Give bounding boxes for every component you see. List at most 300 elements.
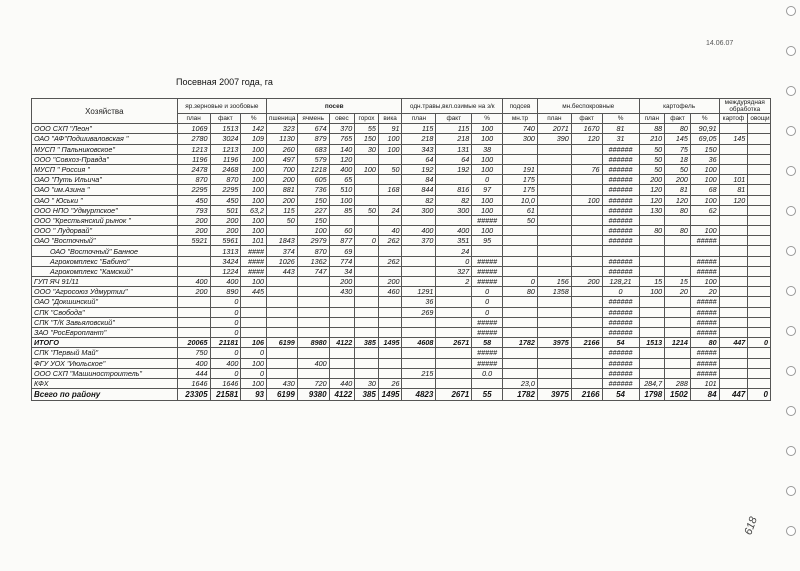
value-cell: 1218: [297, 164, 329, 174]
table-row: [32, 175, 771, 185]
value-cell: 200: [177, 287, 210, 297]
value-cell: 24: [378, 205, 402, 215]
value-cell: [665, 266, 691, 276]
header-rapeseed: подсев: [503, 99, 538, 114]
value-cell: [402, 358, 436, 368]
value-cell: 300: [436, 205, 472, 215]
value-cell: 385: [355, 389, 379, 401]
value-cell: 200: [266, 175, 297, 185]
value-cell: 156: [537, 277, 571, 287]
value-cell: #####: [690, 368, 719, 378]
value-cell: 1213: [210, 144, 241, 154]
value-cell: 31: [602, 134, 639, 144]
value-cell: [571, 378, 602, 388]
value-cell: 101: [719, 175, 748, 185]
value-cell: [719, 256, 748, 266]
value-cell: [537, 256, 571, 266]
value-cell: 100: [329, 195, 355, 205]
value-cell: 400: [297, 358, 329, 368]
value-cell: 3424: [210, 256, 241, 266]
value-cell: 218: [402, 134, 436, 144]
value-cell: 82: [436, 195, 472, 205]
value-cell: 106: [241, 338, 267, 348]
value-cell: 30: [355, 378, 379, 388]
sub-pct: %: [472, 114, 503, 124]
farm-name-cell: ФГУ УОХ "Июльское": [32, 358, 178, 368]
value-cell: 101: [241, 236, 267, 246]
farm-name-cell: ГУП ЯЧ 91/11: [32, 277, 178, 287]
table-row: [32, 164, 771, 174]
value-cell: 100: [241, 144, 267, 154]
value-cell: [329, 215, 355, 225]
value-cell: #####: [690, 348, 719, 358]
value-cell: 793: [177, 205, 210, 215]
value-cell: #####: [690, 307, 719, 317]
table-row: [32, 307, 771, 317]
value-cell: [571, 205, 602, 215]
value-cell: [748, 144, 771, 154]
value-cell: [665, 256, 691, 266]
value-cell: 2166: [571, 389, 602, 401]
value-cell: 2780: [177, 134, 210, 144]
value-cell: [639, 368, 665, 378]
value-cell: 0: [241, 348, 267, 358]
table-row: [32, 256, 771, 266]
value-cell: [639, 246, 665, 256]
value-cell: ######: [602, 266, 639, 276]
report-body: [32, 124, 771, 401]
value-cell: 80: [665, 205, 691, 215]
value-cell: 1513: [639, 338, 665, 348]
value-cell: 9380: [297, 389, 329, 401]
value-cell: 1196: [177, 154, 210, 164]
value-cell: [329, 307, 355, 317]
value-cell: 24: [436, 246, 472, 256]
table-row: [32, 266, 771, 276]
value-cell: #####: [472, 256, 503, 266]
table-row: [32, 297, 771, 307]
document-title: Посевная 2007 года, га: [176, 77, 273, 87]
value-cell: ######: [602, 144, 639, 154]
value-cell: [537, 348, 571, 358]
value-cell: 2295: [210, 185, 241, 195]
value-cell: [537, 297, 571, 307]
value-cell: 50: [665, 164, 691, 174]
value-cell: [639, 348, 665, 358]
value-cell: 63,2: [241, 205, 267, 215]
value-cell: 343: [402, 144, 436, 154]
binder-hole: [786, 326, 796, 336]
value-cell: 34: [329, 266, 355, 276]
value-cell: 175: [503, 175, 538, 185]
value-cell: 115: [436, 124, 472, 134]
value-cell: [436, 378, 472, 388]
value-cell: [402, 317, 436, 327]
farm-name-cell: СПК "Т/К Завьяловский": [32, 317, 178, 327]
farm-name-cell: ОАО " Юськи ": [32, 195, 178, 205]
value-cell: [665, 368, 691, 378]
value-cell: 1798: [639, 389, 665, 401]
value-cell: [639, 307, 665, 317]
value-cell: 100: [472, 195, 503, 205]
value-cell: 50: [639, 144, 665, 154]
value-cell: 100: [571, 195, 602, 205]
value-cell: 192: [436, 164, 472, 174]
value-cell: 120: [665, 195, 691, 205]
value-cell: [436, 307, 472, 317]
value-cell: 168: [378, 185, 402, 195]
value-cell: 0: [210, 297, 241, 307]
value-cell: 50: [639, 154, 665, 164]
value-cell: [571, 317, 602, 327]
sub-potato: картоф: [719, 114, 748, 124]
value-cell: 683: [297, 144, 329, 154]
value-cell: [665, 327, 691, 337]
value-cell: [639, 358, 665, 368]
value-cell: 200: [329, 277, 355, 287]
farm-name-cell: МУСП " Россия ": [32, 164, 178, 174]
value-cell: [719, 154, 748, 164]
value-cell: 210: [639, 134, 665, 144]
value-cell: [748, 378, 771, 388]
value-cell: ######: [602, 348, 639, 358]
value-cell: [503, 154, 538, 164]
value-cell: 200: [378, 277, 402, 287]
value-cell: 69: [329, 246, 355, 256]
value-cell: [241, 327, 267, 337]
value-cell: 38: [472, 144, 503, 154]
binder-hole: [786, 206, 796, 216]
value-cell: 374: [266, 246, 297, 256]
value-cell: 605: [297, 175, 329, 185]
value-cell: 262: [378, 236, 402, 246]
value-cell: 100: [241, 195, 267, 205]
value-cell: 510: [329, 185, 355, 195]
value-cell: 120: [719, 195, 748, 205]
value-cell: [690, 215, 719, 225]
binder-hole: [786, 286, 796, 296]
value-cell: #####: [472, 215, 503, 225]
value-cell: [436, 358, 472, 368]
value-cell: 6199: [266, 338, 297, 348]
value-cell: [748, 287, 771, 297]
sub-plan: план: [537, 114, 571, 124]
sub-oats: овес: [329, 114, 355, 124]
value-cell: 100: [355, 164, 379, 174]
value-cell: 0: [210, 307, 241, 317]
value-cell: [719, 307, 748, 317]
value-cell: [241, 297, 267, 307]
value-cell: [378, 195, 402, 205]
value-cell: [537, 154, 571, 164]
sub-pct: %: [241, 114, 267, 124]
value-cell: [639, 256, 665, 266]
value-cell: 120: [571, 134, 602, 144]
value-cell: 260: [266, 144, 297, 154]
value-cell: [402, 277, 436, 287]
value-cell: [355, 185, 379, 195]
value-cell: [266, 297, 297, 307]
value-cell: 1646: [177, 378, 210, 388]
value-cell: [297, 317, 329, 327]
value-cell: 80: [665, 226, 691, 236]
value-cell: 870: [177, 175, 210, 185]
value-cell: 50: [266, 215, 297, 225]
value-cell: [719, 368, 748, 378]
value-cell: [719, 297, 748, 307]
value-cell: [719, 164, 748, 174]
value-cell: [436, 175, 472, 185]
value-cell: [355, 317, 379, 327]
value-cell: [503, 307, 538, 317]
value-cell: 85: [329, 205, 355, 215]
value-cell: #####: [690, 236, 719, 246]
value-cell: [665, 215, 691, 225]
value-cell: ######: [602, 164, 639, 174]
value-cell: ####: [241, 266, 267, 276]
value-cell: 120: [639, 185, 665, 195]
value-cell: 76: [571, 164, 602, 174]
value-cell: 218: [436, 134, 472, 144]
value-cell: [402, 246, 436, 256]
value-cell: 20065: [177, 338, 210, 348]
value-cell: 91: [378, 124, 402, 134]
value-cell: 115: [402, 124, 436, 134]
value-cell: [355, 287, 379, 297]
sowing-report-table: [31, 98, 771, 401]
header-sown: посев: [266, 99, 401, 114]
farm-name-cell: ООО СХП "Леон": [32, 124, 178, 134]
value-cell: [355, 256, 379, 266]
value-cell: [748, 327, 771, 337]
value-cell: 115: [266, 205, 297, 215]
binder-hole: [786, 46, 796, 56]
value-cell: [537, 164, 571, 174]
table-row: [32, 124, 771, 134]
value-cell: [571, 348, 602, 358]
header-potato: картофель: [639, 99, 719, 114]
value-cell: 385: [355, 338, 379, 348]
value-cell: 15: [665, 277, 691, 287]
farm-name-cell: ЗАО "РосЕвроплант": [32, 327, 178, 337]
value-cell: [355, 226, 379, 236]
value-cell: 870: [297, 246, 329, 256]
value-cell: [665, 246, 691, 256]
value-cell: ######: [602, 358, 639, 368]
farm-name-cell: МУСП " Пальниковское": [32, 144, 178, 154]
value-cell: [719, 266, 748, 276]
sub-plan: план: [402, 114, 436, 124]
value-cell: 736: [297, 185, 329, 195]
value-cell: 881: [266, 185, 297, 195]
value-cell: 501: [210, 205, 241, 215]
table-row: [32, 246, 771, 256]
value-cell: [266, 307, 297, 317]
value-cell: ######: [602, 226, 639, 236]
value-cell: 200: [571, 277, 602, 287]
value-cell: 816: [436, 185, 472, 195]
value-cell: 4608: [402, 338, 436, 348]
value-cell: 445: [241, 287, 267, 297]
value-cell: #####: [690, 327, 719, 337]
value-cell: [503, 144, 538, 154]
value-cell: 23305: [177, 389, 210, 401]
value-cell: [748, 175, 771, 185]
table-row: [32, 348, 771, 358]
value-cell: [748, 266, 771, 276]
value-cell: 844: [402, 185, 436, 195]
value-cell: [719, 144, 748, 154]
table-row: [32, 215, 771, 225]
value-cell: [537, 266, 571, 276]
value-cell: 400: [329, 164, 355, 174]
value-cell: [639, 297, 665, 307]
value-cell: 1362: [297, 256, 329, 266]
value-cell: 2671: [436, 389, 472, 401]
value-cell: [297, 327, 329, 337]
value-cell: [355, 277, 379, 287]
sub-plan: план: [177, 114, 210, 124]
value-cell: 1502: [665, 389, 691, 401]
value-cell: 774: [329, 256, 355, 266]
value-cell: 1843: [266, 236, 297, 246]
value-cell: 100: [472, 154, 503, 164]
value-cell: [748, 226, 771, 236]
farm-name-cell: ИТОГО: [32, 338, 178, 348]
value-cell: 30: [355, 144, 379, 154]
value-cell: [639, 236, 665, 246]
value-cell: [297, 297, 329, 307]
farm-name-cell: Всего по району: [32, 389, 178, 401]
value-cell: 100: [472, 164, 503, 174]
value-cell: [719, 327, 748, 337]
value-cell: 150: [355, 134, 379, 144]
value-cell: [378, 348, 402, 358]
sub-veg: овощи: [748, 114, 771, 124]
value-cell: [503, 317, 538, 327]
value-cell: [719, 378, 748, 388]
value-cell: 1026: [266, 256, 297, 266]
value-cell: 10,0: [503, 195, 538, 205]
value-cell: [355, 266, 379, 276]
table-row: [32, 287, 771, 297]
value-cell: [719, 287, 748, 297]
value-cell: 450: [210, 195, 241, 205]
value-cell: [297, 307, 329, 317]
value-cell: 0: [436, 256, 472, 266]
value-cell: [571, 185, 602, 195]
value-cell: ######: [602, 205, 639, 215]
value-cell: 460: [378, 287, 402, 297]
binder-hole: [786, 166, 796, 176]
value-cell: 150: [690, 144, 719, 154]
header-grass: одн.травы,вкл.озимые на з/к: [402, 99, 503, 114]
value-cell: 890: [210, 287, 241, 297]
value-cell: 300: [402, 205, 436, 215]
value-cell: [436, 215, 472, 225]
value-cell: 1495: [378, 338, 402, 348]
farm-name-cell: ОАО "Восточный" Банное: [32, 246, 178, 256]
value-cell: ######: [602, 256, 639, 266]
value-cell: 0: [472, 287, 503, 297]
value-cell: 1213: [177, 144, 210, 154]
value-cell: ####: [241, 246, 267, 256]
value-cell: 3975: [537, 338, 571, 348]
value-cell: 2468: [210, 164, 241, 174]
value-cell: [571, 297, 602, 307]
value-cell: 18: [665, 154, 691, 164]
value-cell: 100: [241, 185, 267, 195]
value-cell: 390: [537, 134, 571, 144]
value-cell: 100: [241, 226, 267, 236]
value-cell: [378, 317, 402, 327]
value-cell: [329, 348, 355, 358]
value-cell: [537, 215, 571, 225]
value-cell: 3975: [537, 389, 571, 401]
value-cell: 61: [503, 205, 538, 215]
value-cell: [537, 205, 571, 215]
value-cell: 100: [241, 378, 267, 388]
binder-hole: [786, 126, 796, 136]
value-cell: [571, 175, 602, 185]
value-cell: [297, 277, 329, 287]
value-cell: ######: [602, 297, 639, 307]
value-cell: 150: [297, 215, 329, 225]
value-cell: 440: [329, 378, 355, 388]
value-cell: [537, 358, 571, 368]
value-cell: [266, 226, 297, 236]
value-cell: [378, 327, 402, 337]
value-cell: [177, 266, 210, 276]
value-cell: #####: [690, 266, 719, 276]
table-row: [32, 389, 771, 401]
value-cell: [665, 358, 691, 368]
value-cell: 97: [472, 185, 503, 195]
value-cell: 0: [748, 389, 771, 401]
value-cell: [571, 266, 602, 276]
binder-hole: [786, 86, 796, 96]
value-cell: 68: [690, 185, 719, 195]
value-cell: 80: [639, 226, 665, 236]
value-cell: [266, 287, 297, 297]
farm-name-cell: ОАО "Докшинский": [32, 297, 178, 307]
value-cell: ######: [602, 317, 639, 327]
value-cell: [748, 348, 771, 358]
value-cell: [719, 236, 748, 246]
value-cell: 215: [402, 368, 436, 378]
binder-hole: [786, 406, 796, 416]
farm-name-cell: ОАО "АФ"Подшиваловская ": [32, 134, 178, 144]
value-cell: [436, 327, 472, 337]
value-cell: [639, 327, 665, 337]
value-cell: 145: [719, 134, 748, 144]
value-cell: 23,0: [503, 378, 538, 388]
value-cell: [355, 327, 379, 337]
table-row: [32, 185, 771, 195]
sub-mntr: мн.тр: [503, 114, 538, 124]
value-cell: 100: [690, 175, 719, 185]
value-cell: 95: [472, 236, 503, 246]
value-cell: 50: [503, 215, 538, 225]
sub-plan: план: [639, 114, 665, 124]
value-cell: [748, 215, 771, 225]
value-cell: 4823: [402, 389, 436, 401]
value-cell: 81: [719, 185, 748, 195]
value-cell: 100: [241, 164, 267, 174]
value-cell: 84: [690, 389, 719, 401]
value-cell: [266, 277, 297, 287]
value-cell: [537, 246, 571, 256]
